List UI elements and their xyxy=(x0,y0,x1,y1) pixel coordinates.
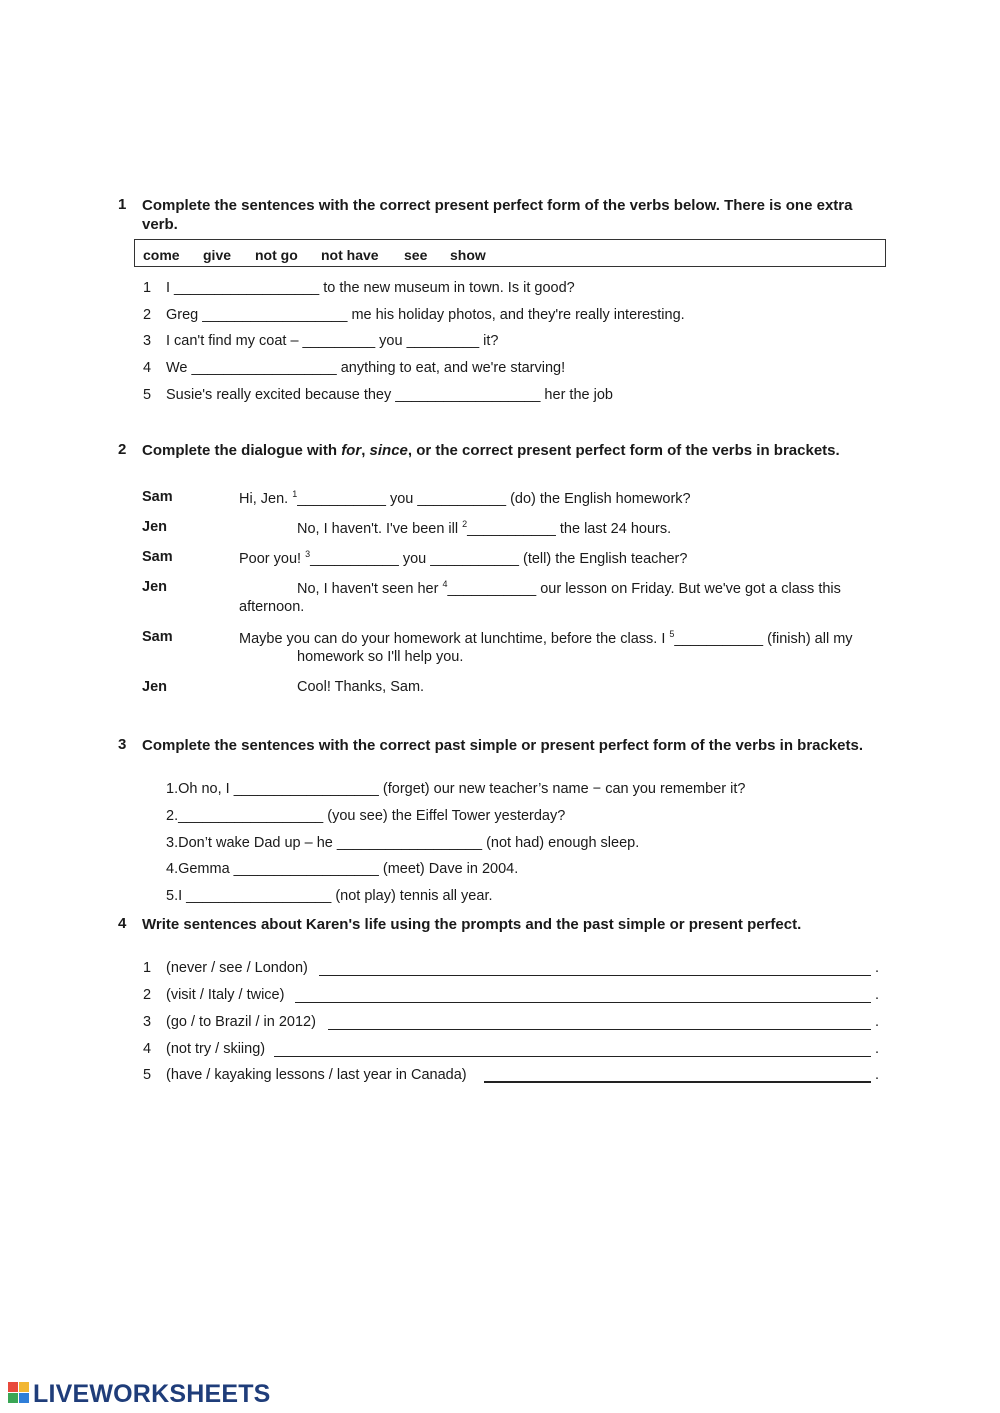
gap-number: 4 xyxy=(442,579,448,589)
exercise-3-number: 3 xyxy=(118,736,127,753)
line-text: Hi, Jen. xyxy=(239,490,293,507)
exercise-1-instruction: Complete the sentences with the correct present perfect form of the verbs below. There is one extra verb. xyxy=(142,197,853,233)
item-number: 3 xyxy=(143,333,152,349)
line-text: ___________ you ___________ (tell) the English teacher? xyxy=(310,550,688,567)
item-number: 1 xyxy=(143,960,152,976)
word-box-item: not go xyxy=(255,247,298,263)
instruction-since: since xyxy=(369,442,408,459)
dialogue-line[interactable] xyxy=(297,579,841,597)
speaker-name: Jen xyxy=(142,679,167,695)
dialogue-line[interactable] xyxy=(297,519,671,537)
sentence-end: . xyxy=(875,1041,880,1057)
sentence-item[interactable]: Susie's really excited because they __________________ her the job xyxy=(166,387,613,403)
gap-number: 5 xyxy=(669,629,675,639)
logo-blocks-icon xyxy=(8,1382,30,1404)
exercise-2-number: 2 xyxy=(118,441,127,458)
item-number: 2 xyxy=(143,987,152,1003)
line-text: No, I haven't. I've been ill xyxy=(297,520,463,537)
logo-text: LIVEWORKSHEETS xyxy=(33,1380,271,1408)
answer-line[interactable] xyxy=(328,1029,871,1030)
instruction-text: , xyxy=(361,442,370,459)
dialogue-line: Cool! Thanks, Sam. xyxy=(297,679,425,695)
item-number: 1 xyxy=(143,280,152,296)
item-number: 4 xyxy=(143,360,152,376)
line-text: Maybe you can do your homework at lunchtime, before the class. I xyxy=(239,630,670,647)
sentence-end: . xyxy=(875,987,880,1003)
gap-number: 1 xyxy=(292,489,298,499)
speaker-name: Jen xyxy=(142,519,167,535)
item-number: 5 xyxy=(143,387,152,403)
sentence-end: . xyxy=(875,1014,880,1030)
line-text: ___________ the last 24 hours. xyxy=(467,520,672,537)
answer-line[interactable] xyxy=(319,975,871,976)
speaker-name: Sam xyxy=(142,549,173,565)
sentence-end: . xyxy=(875,1067,880,1083)
dialogue-line[interactable] xyxy=(239,549,687,567)
exercise-2-instruction xyxy=(142,441,877,460)
sentence-item[interactable]: 5.I __________________ (not play) tennis all year. xyxy=(166,888,493,904)
word-box-item: not have xyxy=(321,247,379,263)
exercise-4-instruction: Write sentences about Karen's life using the prompts and the past simple or present perfect. xyxy=(142,916,802,933)
sentence-item[interactable]: 3.Don’t wake Dad up – he __________________ (not had) enough sleep. xyxy=(166,835,640,851)
answer-line[interactable] xyxy=(484,1081,871,1083)
speaker-name: Sam xyxy=(142,489,173,505)
dialogue-line-continuation: afternoon. xyxy=(239,599,305,615)
sentence-item[interactable]: 1.Oh no, I __________________ (forget) our new teacher’s name − can you remember it? xyxy=(166,781,746,797)
item-number: 2 xyxy=(143,307,152,323)
gap-number: 2 xyxy=(462,519,468,529)
gap-number: 3 xyxy=(305,549,311,559)
speaker-name: Jen xyxy=(142,579,167,595)
line-text: ___________ (finish) all my xyxy=(674,630,853,647)
answer-line[interactable] xyxy=(274,1056,871,1057)
answer-line[interactable] xyxy=(295,1002,871,1003)
sentence-end: . xyxy=(875,960,880,976)
word-box-item: give xyxy=(203,247,232,263)
line-text: Poor you! xyxy=(239,550,306,567)
exercise-3-instruction: Complete the sentences with the correct past simple or present perfect form of the verbs in brackets. xyxy=(142,737,864,754)
item-number: 4 xyxy=(143,1041,152,1057)
sentence-item[interactable]: I can't find my coat – _________ you _________ it? xyxy=(166,333,499,349)
sentence-item[interactable]: We __________________ anything to eat, and we're starving! xyxy=(166,360,566,376)
word-box-item: come xyxy=(143,247,180,263)
prompt-text: (not try / skiing) xyxy=(166,1041,266,1057)
prompt-text: (have / kayaking lessons / last year in Canada) xyxy=(166,1067,467,1083)
line-text: ___________ you ___________ (do) the English homework? xyxy=(297,490,691,507)
line-text: No, I haven't seen her xyxy=(297,580,443,597)
exercise-4-number: 4 xyxy=(118,915,127,932)
sentence-item[interactable]: 4.Gemma __________________ (meet) Dave in 2004. xyxy=(166,861,519,877)
prompt-text: (go / to Brazil / in 2012) xyxy=(166,1014,316,1030)
exercise-1-number: 1 xyxy=(118,196,127,213)
prompt-text: (never / see / London) xyxy=(166,960,308,976)
dialogue-line[interactable] xyxy=(239,629,853,647)
line-text: ___________ our lesson on Friday. But we've got a class this xyxy=(447,580,841,597)
sentence-item[interactable]: Greg __________________ me his holiday photos, and they're really interesting. xyxy=(166,307,685,323)
speaker-name: Sam xyxy=(142,629,173,645)
item-number: 5 xyxy=(143,1067,152,1083)
sentence-item[interactable]: I __________________ to the new museum in town. Is it good? xyxy=(166,280,575,296)
instruction-text: Complete the dialogue with xyxy=(142,442,342,459)
sentence-item[interactable]: 2.__________________ (you see) the Eiffel Tower yesterday? xyxy=(166,808,566,824)
dialogue-line-continuation: homework so I'll help you. xyxy=(297,649,464,665)
word-box xyxy=(134,239,886,267)
instruction-text: , or the correct present perfect form of the verbs in brackets. xyxy=(407,442,840,459)
item-number: 3 xyxy=(143,1014,152,1030)
instruction-for: for xyxy=(341,442,362,459)
word-box-item: show xyxy=(450,247,486,263)
dialogue-line[interactable] xyxy=(239,489,691,507)
prompt-text: (visit / Italy / twice) xyxy=(166,987,285,1003)
word-box-item: see xyxy=(404,247,428,263)
